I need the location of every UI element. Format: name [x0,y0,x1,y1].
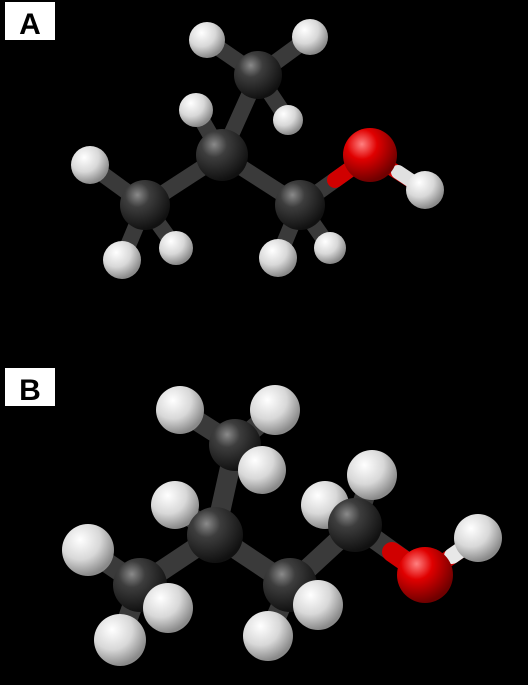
hydrogen-atom [159,231,193,265]
hydrogen-atom [156,386,204,434]
carbon-atom [187,507,243,563]
hydrogen-atom [250,385,300,435]
hydrogen-atom [273,105,303,135]
hydrogen-atom [243,611,293,661]
panel-label-a: A [5,2,55,40]
carbon-atom [234,51,282,99]
hydrogen-atom [406,171,444,209]
hydrogen-atom [71,146,109,184]
hydrogen-atom [314,232,346,264]
hydrogen-atom [189,22,225,58]
hydrogen-atom [293,580,343,630]
carbon-atom [196,129,248,181]
hydrogen-atom [259,239,297,277]
hydrogen-atom [454,514,502,562]
hydrogen-atom [103,241,141,279]
hydrogen-atom [238,446,286,494]
oxygen-atom [343,128,397,182]
carbon-atom [328,498,382,552]
hydrogen-atom [62,524,114,576]
hydrogen-atom [94,614,146,666]
carbon-atom [275,180,325,230]
molecule-a [71,19,444,279]
hydrogen-atom [292,19,328,55]
hydrogen-atom [143,583,193,633]
hydrogen-atom [179,93,213,127]
carbon-atom [120,180,170,230]
molecule-b [62,385,502,666]
oxygen-atom [397,547,453,603]
hydrogen-atom [347,450,397,500]
panel-label-b: B [5,368,55,406]
